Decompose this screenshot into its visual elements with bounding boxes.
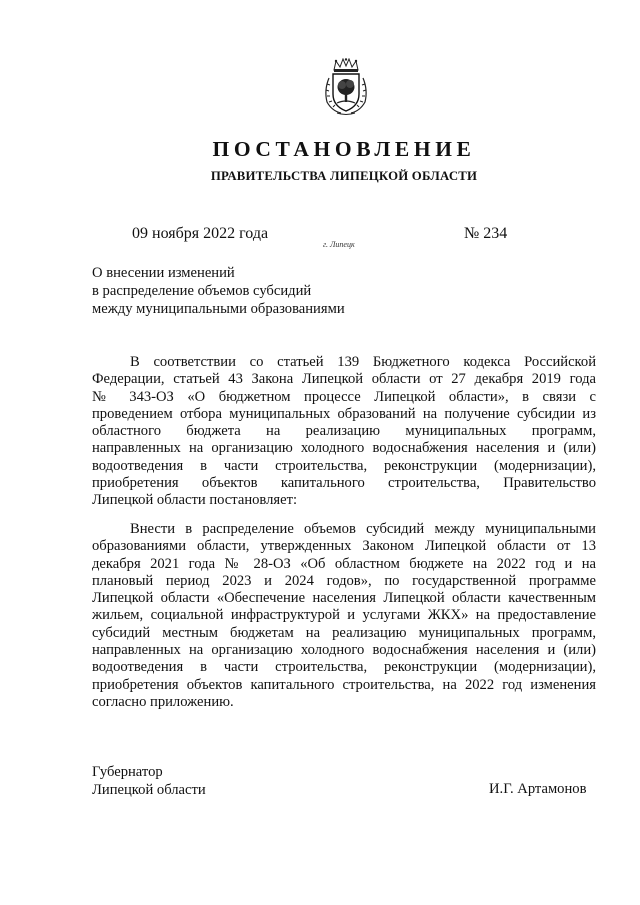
document-subject	[92, 264, 345, 319]
document-city: г. Липецк	[323, 240, 355, 249]
paragraph-line: водоотведения в части строительства, реконструкции (модернизации),	[92, 659, 596, 676]
paragraph-line: Липецкой области «Обеспечение населения Липецкой области качественным	[92, 590, 596, 607]
subject-line: в распределение объемов субсидий	[92, 283, 312, 300]
paragraph-line: областного бюджета на реализацию муниципальных программ,	[92, 423, 596, 440]
paragraph-line: Федерации, статьей 43 Закона Липецкой области от 27 декабря 2019 года	[92, 371, 596, 388]
paragraph-line: № 343-ОЗ «О бюджетном процессе Липецкой области», в связи с	[92, 388, 596, 405]
paragraph-line: приобретения объектов капитального строительства, на 2022 год изменения	[92, 676, 596, 693]
paragraph-line: направленных на организацию холодного водоснабжения населения и (или)	[92, 642, 596, 659]
paragraph-line: приобретения объектов капитального строительства, Правительство	[92, 475, 596, 492]
paragraph-line: Липецкой области постановляет:	[92, 492, 298, 509]
paragraph-line: плановый период 2023 и 2024 годов», по государственной программе	[92, 572, 596, 589]
paragraph-line: субсидий местным бюджетам на реализацию муниципальных программ,	[92, 624, 596, 641]
paragraph-line: жильем, социальной инфраструктурой и услугами ЖКХ» на предоставление	[92, 607, 596, 624]
paragraph-line: направленных на организацию холодного водоснабжения населения и (или)	[92, 440, 596, 457]
signatory-position	[92, 763, 206, 799]
paragraph-line: декабря 2021 года № 28-ОЗ «Об областном бюджете на 2022 год и на	[92, 555, 596, 572]
body-paragraph-1	[92, 354, 596, 510]
document-number: № 234	[464, 225, 508, 242]
paragraph-line: водоотведения в части строительства, реконструкции (модернизации),	[92, 457, 596, 474]
coat-of-arms-emblem	[323, 58, 369, 116]
paragraph-line: В соответствии со статьей 139 Бюджетного кодекса Российской	[130, 354, 596, 370]
document-date: 09 ноября 2022 года	[132, 225, 269, 242]
document-title: ПОСТАНОВЛЕНИЕ	[212, 137, 476, 161]
paragraph-line: Внести в распределение объемов субсидий между муниципальными	[130, 521, 596, 537]
body-paragraph-2	[92, 521, 596, 711]
document-issuer: ПРАВИТЕЛЬСТВА ЛИПЕЦКОЙ ОБЛАСТИ	[210, 169, 478, 183]
paragraph-line: образованиями области, утвержденных Законом Липецкой области от 13	[92, 538, 596, 555]
subject-line: О внесении изменений	[92, 265, 235, 281]
signatory-position-line: Губернатор	[92, 764, 163, 780]
subject-line: между муниципальными образованиями	[92, 301, 345, 318]
paragraph-line: согласно приложению.	[92, 693, 234, 710]
paragraph-line: проведением отбора муниципальных образований на получение субсидии из	[92, 405, 596, 422]
signatory-position-line: Липецкой области	[92, 782, 206, 798]
signatory-name: И.Г. Артамонов	[489, 781, 587, 797]
